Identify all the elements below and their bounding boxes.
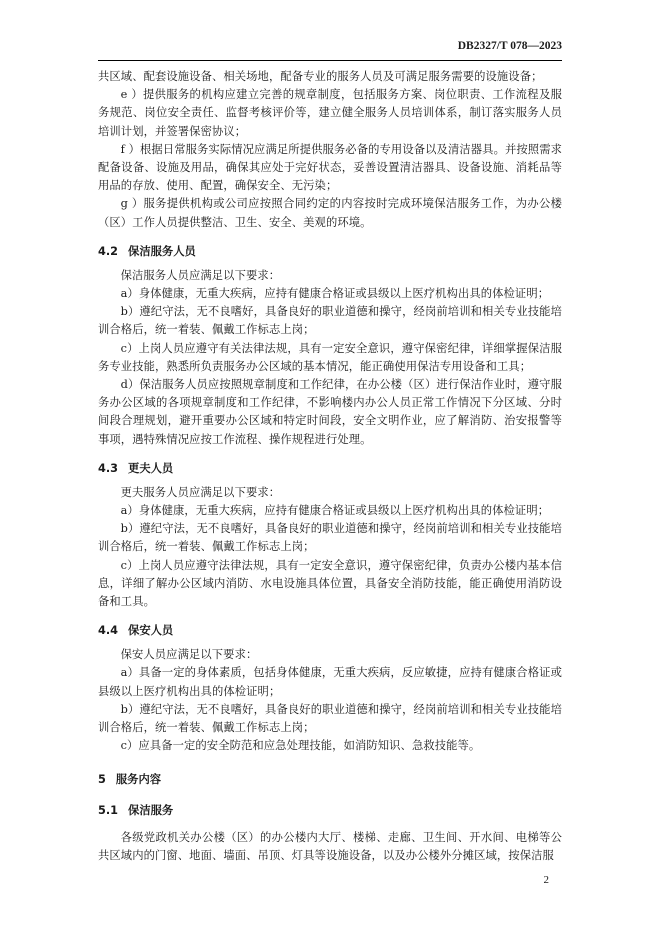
paragraph: 共区域、配套设施设备、相关场地，配备专业的服务人员及可满足服务需要的设施设备； <box>98 70 543 83</box>
paragraph: b）遵纪守法，无不良嗜好，具备良好的职业道德和操守，经岗前培训和相关专业技能培训合格后，统一着装、佩戴工作标志上岗； <box>98 522 562 554</box>
section-number: 4.4 <box>98 624 119 638</box>
paragraph: b）遵纪守法，无不良嗜好，具备良好的职业道德和操守，经岗前培训和相关专业技能培训合格后，统一着装、佩戴工作标志上岗； <box>98 702 562 735</box>
document-number: DB2327/T 078—2023 <box>457 40 562 52</box>
paragraph: 更夫服务人员应满足以下要求： <box>120 485 281 499</box>
section-title: 保洁服务人员 <box>128 244 196 258</box>
paragraph: c）上岗人员应遵守有关法律法规，具有一定安全意识，遵守保密纪律，详细掌握保洁服务专业技能，熟悉所负责服务办公区域的基本情况，能正确使用保洁专用设备和工具； <box>98 341 562 373</box>
section-heading-4-3 <box>98 461 562 477</box>
header-rule <box>98 60 562 61</box>
paragraph: 保洁服务人员应满足以下要求： <box>120 268 281 282</box>
page-number: 2 <box>543 874 549 886</box>
section-number: 4.3 <box>98 461 119 475</box>
page-body <box>98 68 562 865</box>
paragraph: f ）根据日常服务实际情况应满足所提供服务必备的专用设备以及清洁器具。并按照需求配备设备、设施及用品，确保其应处于完好状态，妥善设置清洁器具、设备设施、消耗品等用品的存放、使用、配置，确保安全、无污染； <box>98 142 562 193</box>
paragraph: a）身体健康，无重大疾病，应持有健康合格证或县级以上医疗机构出具的体检证明； <box>120 504 550 518</box>
section-title: 保洁服务 <box>128 803 174 817</box>
section-title: 更夫人员 <box>128 461 174 475</box>
chapter-title: 服务内容 <box>115 772 162 786</box>
paragraph: a）具备一定的身体素质，包括身体健康，无重大疾病，反应敏捷，应持有健康合格证或县级以上医疗机构出具的体检证明； <box>98 666 562 698</box>
section-title: 保安人员 <box>128 624 174 638</box>
chapter-heading-5 <box>98 772 562 788</box>
section-heading-4-2 <box>98 244 562 260</box>
paragraph: b）遵纪守法，无不良嗜好，具备良好的职业道德和操守，经岗前培训和相关专业技能培训合格后，统一着装、佩戴工作标志上岗； <box>98 305 562 337</box>
paragraph: c）上岗人员应遵守法律法规，具有一定安全意识，遵守保密纪律，负责办公楼内基本信息，详细了解办公区域内消防、水电设施具体位置，具备安全消防技能，能正确使用消防设备和工具。 <box>98 558 562 609</box>
paragraph: c）应具备一定的安全防范和应急处理技能，如消防知识、急救技能等。 <box>120 739 481 753</box>
paragraph: 各级党政机关办公楼（区）的办公楼内大厅、楼梯、走廊、卫生间、开水间、电梯等公共区域内的门窗、地面、墙面、吊顶、灯具等设施设备，以及办公楼外分摊区域，按保洁服 <box>98 830 562 862</box>
paragraph: a）身体健康，无重大疾病，应持有健康合格证或县级以上医疗机构出具的体检证明； <box>120 287 550 301</box>
paragraph: 保安人员应满足以下要求： <box>120 648 258 662</box>
chapter-number: 5 <box>98 772 106 786</box>
paragraph: d）保洁服务人员应按照规章制度和工作纪律，在办公楼（区）进行保洁作业时，遵守服务办公区域的各项规章制度和工作纪律，不影响楼内办公人员正常工作情况下分区域、分时间段合理规划，避开重要办公区域和特定时间段，安全文明作业，应了解消防、治安报警等事项，遇特殊情况应按工作流程、操作规程进行处理。 <box>98 378 562 446</box>
section-heading-4-4 <box>98 623 562 639</box>
section-heading-5-1 <box>98 803 562 819</box>
paragraph: e ）提供服务的机构应建立完善的规章制度，包括服务方案、岗位职责、工作流程及服务规范、岗位安全责任、监督考核评价等，建立健全服务人员培训体系，制订落实服务人员培训计划，并签署保密协议； <box>98 88 562 138</box>
section-number: 5.1 <box>98 803 119 817</box>
paragraph: g ）服务提供机构或公司应按照合同约定的内容按时完成环境保洁服务工作，为办公楼（区）工作人员提供整洁、卫生、安全、美观的环境。 <box>98 197 562 229</box>
section-number: 4.2 <box>98 244 119 258</box>
